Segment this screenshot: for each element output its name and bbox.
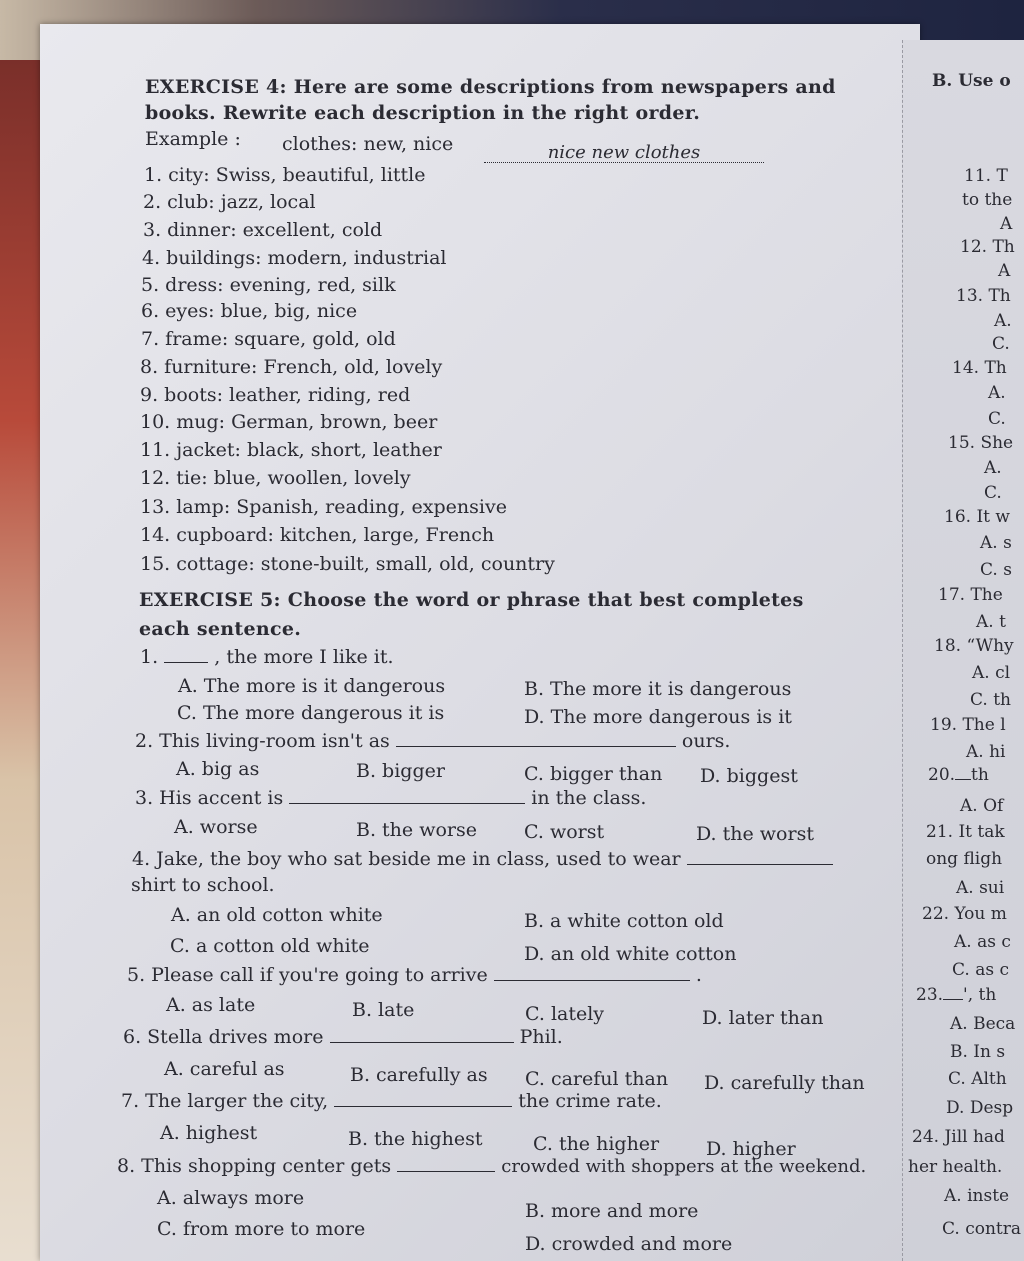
answer-blank[interactable] <box>397 1171 495 1172</box>
option-c: C. from more to more <box>157 1218 366 1240</box>
option-b: B. the worse <box>356 819 477 841</box>
adjacent-line: A. t <box>976 612 1006 632</box>
option-b: B. bigger <box>356 760 445 782</box>
option-d: D. an old white cotton <box>524 943 737 965</box>
list-item: 15. cottage: stone-built, small, old, country <box>140 553 555 575</box>
question-1: 1. , the more I like it. <box>140 646 394 668</box>
option-c: C. lately <box>525 1003 605 1025</box>
answer-blank[interactable] <box>334 1106 512 1107</box>
adjacent-line: A. inste <box>944 1186 1010 1206</box>
adjacent-line: 15. She <box>948 433 1014 453</box>
adjacent-heading: B. Use o <box>932 71 1011 91</box>
option-a: A. highest <box>160 1122 258 1144</box>
adjacent-line: C. Alth <box>948 1069 1007 1089</box>
adjacent-line: A <box>1000 214 1013 234</box>
example-label: Example : <box>145 128 241 150</box>
adjacent-line: C. contra <box>942 1219 1022 1239</box>
option-a: A. as late <box>166 994 256 1016</box>
option-a: A. always more <box>157 1187 305 1209</box>
option-b: B. The more it is dangerous <box>524 678 792 700</box>
answer-blank <box>955 779 971 780</box>
answer-blank[interactable] <box>164 662 208 663</box>
adjacent-line: C. <box>988 409 1006 429</box>
list-item: 6. eyes: blue, big, nice <box>141 300 358 322</box>
adjacent-line: A. <box>994 311 1012 331</box>
list-item: 11. jacket: black, short, leather <box>140 439 442 461</box>
option-b: B. a white cotton old <box>524 910 724 932</box>
answer-blank[interactable] <box>330 1042 514 1043</box>
list-item: 10. mug: German, brown, beer <box>140 411 438 433</box>
adjacent-line: 24. Jill had <box>912 1127 1005 1147</box>
option-b: B. late <box>352 999 415 1021</box>
list-item: 1. city: Swiss, beautiful, little <box>144 164 426 186</box>
answer-blank[interactable] <box>396 746 676 747</box>
adjacent-line: 11. T <box>964 166 1008 186</box>
adjacent-line: A. <box>984 458 1002 478</box>
option-c: C. worst <box>524 821 605 843</box>
adjacent-line: 20. th <box>928 765 989 785</box>
adjacent-line: ong fligh <box>926 849 1003 869</box>
adjacent-line: A. <box>988 383 1006 403</box>
adjacent-line: B. In s <box>950 1042 1006 1062</box>
option-b: B. the highest <box>348 1128 483 1150</box>
option-a: A. big as <box>176 758 260 780</box>
question-6: 6. Stella drives more Phil. <box>123 1026 563 1048</box>
option-c: C. careful than <box>525 1068 669 1090</box>
adjacent-line: 22. You m <box>922 904 1007 924</box>
option-d: D. crowded and more <box>525 1233 733 1255</box>
question-4-line2: shirt to school. <box>131 874 275 896</box>
adjacent-line: her health. <box>908 1157 1003 1177</box>
option-d: D. carefully than <box>704 1072 865 1094</box>
question-3: 3. His accent is in the class. <box>135 787 647 809</box>
adjacent-line: A. Of <box>960 796 1004 816</box>
adjacent-line: C. th <box>970 690 1011 710</box>
option-d: D. The more dangerous is it <box>524 706 792 728</box>
list-item: 14. cupboard: kitchen, large, French <box>140 524 495 546</box>
adjacent-line: to the <box>962 190 1013 210</box>
exercise4-heading-line2: books. Rewrite each description in the right order. <box>145 102 701 124</box>
adjacent-line: A. hi <box>966 742 1006 762</box>
exercise4-heading: EXERCISE 4: Here are some descriptions from newspapers and <box>145 76 836 98</box>
adjacent-line: 16. It w <box>944 507 1010 527</box>
option-d: D. biggest <box>700 765 798 787</box>
list-item: 3. dinner: excellent, cold <box>143 219 383 241</box>
option-c: C. bigger than <box>524 763 663 785</box>
adjacent-line: 19. The l <box>930 715 1006 735</box>
list-item: 13. lamp: Spanish, reading, expensive <box>140 496 507 518</box>
adjacent-line: A. Beca <box>950 1014 1016 1034</box>
list-item: 8. furniture: French, old, lovely <box>140 356 443 378</box>
option-c: C. The more dangerous it is <box>177 702 445 724</box>
option-c: C. the higher <box>533 1133 660 1155</box>
example-prompt: clothes: new, nice <box>282 133 454 155</box>
question-7: 7. The larger the city, the crime rate. <box>121 1090 662 1112</box>
question-8: 8. This shopping center gets crowded with shoppers at the weekend. <box>117 1155 867 1177</box>
list-item: 5. dress: evening, red, silk <box>141 274 396 296</box>
option-b: B. more and more <box>525 1200 699 1222</box>
option-d: D. later than <box>702 1007 824 1029</box>
exercise5-heading-line2: each sentence. <box>139 618 302 640</box>
exercise5-heading: EXERCISE 5: Choose the word or phrase that best completes <box>139 589 804 611</box>
answer-blank[interactable] <box>494 980 690 981</box>
answer-blank[interactable] <box>289 803 525 804</box>
list-item: 2. club: jazz, local <box>143 191 316 213</box>
question-4: 4. Jake, the boy who sat beside me in class, used to wear <box>132 850 833 869</box>
adjacent-page-text <box>902 40 1024 1261</box>
adjacent-line: 18. “Why <box>934 636 1014 656</box>
adjacent-line: C. <box>984 483 1002 503</box>
adjacent-line: A. cl <box>972 663 1011 683</box>
list-item: 12. tie: blue, woollen, lovely <box>140 467 411 489</box>
option-c: C. a cotton old white <box>170 935 370 957</box>
option-b: B. carefully as <box>350 1064 488 1086</box>
adjacent-line: D. Desp <box>946 1098 1014 1118</box>
adjacent-line: A. as c <box>954 932 1011 952</box>
list-item: 7. frame: square, gold, old <box>141 328 396 350</box>
option-a: A. worse <box>174 816 258 838</box>
option-d: D. the worst <box>696 823 814 845</box>
question-2: 2. This living-room isn't as ours. <box>135 730 731 752</box>
list-item: 4. buildings: modern, industrial <box>142 247 447 269</box>
list-item: 9. boots: leather, riding, red <box>140 384 411 406</box>
option-a: A. careful as <box>164 1058 285 1080</box>
answer-blank[interactable] <box>687 864 833 865</box>
adjacent-line: A. s <box>980 533 1012 553</box>
adjacent-line: 13. Th <box>956 286 1011 306</box>
example-answer: nice new clothes <box>484 144 764 163</box>
answer-blank <box>943 999 963 1000</box>
adjacent-line: A. sui <box>956 878 1005 898</box>
background-left <box>0 60 40 1261</box>
adjacent-line: C. as c <box>952 960 1009 980</box>
adjacent-line: 14. Th <box>952 358 1007 378</box>
adjacent-line: 21. It tak <box>926 822 1005 842</box>
adjacent-line: C. <box>992 334 1010 354</box>
adjacent-line: 12. Th <box>960 237 1015 257</box>
option-a: A. The more is it dangerous <box>178 675 446 697</box>
adjacent-line: A <box>998 261 1011 281</box>
option-a: A. an old cotton white <box>171 904 383 926</box>
adjacent-line: 17. The <box>938 585 1003 605</box>
question-5: 5. Please call if you're going to arrive . <box>127 964 702 986</box>
adjacent-line: 23. ', th <box>916 985 997 1005</box>
adjacent-line: C. s <box>980 560 1012 580</box>
option-d: D. higher <box>706 1138 796 1160</box>
